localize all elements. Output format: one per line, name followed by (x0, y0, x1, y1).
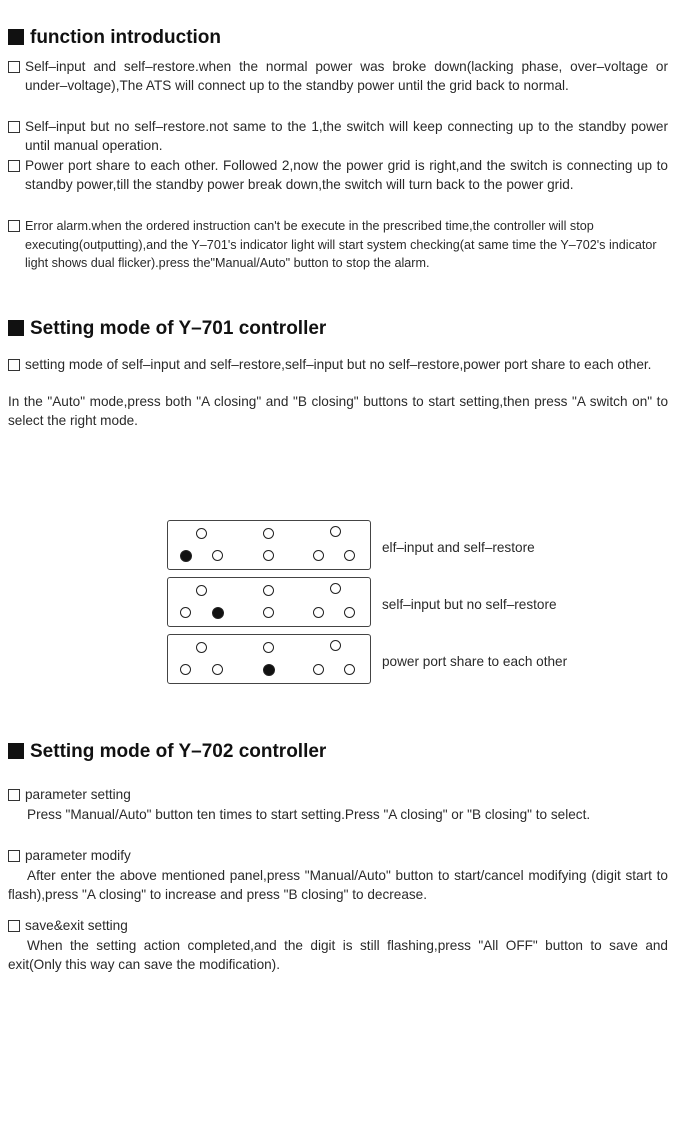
checkbox-square-icon (8, 850, 20, 862)
indicator-light-lit-icon (263, 664, 275, 676)
indicator-light-icon (180, 664, 191, 675)
list-item: setting mode of self–input and self–restore,self–input but no self–restore,power port share to each other. (8, 356, 668, 375)
section-heading-y701: Setting mode of Y–701 controller (8, 318, 326, 340)
black-square-icon (8, 743, 24, 759)
list-item: Self–input and self–restore.when the normal power was broke down(lacking phase, over–voltage or under–voltage),The ATS will connect up to the standby power until the grid back to normal. (8, 58, 668, 95)
indicator-light-lit-icon (180, 550, 192, 562)
setting-step-title: parameter setting (8, 786, 668, 805)
panel-label: self–input but no self–restore (382, 597, 557, 612)
indicator-light-icon (212, 664, 223, 675)
indicator-light-icon (196, 642, 207, 653)
setting-step-text: When the setting action completed,and the digit is still flashing,press "All OFF" button to save and exit(Only this way can save the modification). (8, 938, 668, 972)
black-square-icon (8, 320, 24, 336)
indicator-light-icon (263, 550, 274, 561)
section-heading-y702: Setting mode of Y–702 controller (8, 741, 326, 763)
setting-step-text: After enter the above mentioned panel,press "Manual/Auto" button to start/cancel modifying (digit start to flash),press "A closing" to increase and press "B closing" to decrease. (8, 868, 668, 902)
indicator-light-icon (180, 607, 191, 618)
checkbox-square-icon (8, 359, 20, 371)
indicator-panel (167, 520, 371, 570)
black-square-icon (8, 29, 24, 45)
setting-step-text: Press "Manual/Auto" button ten times to start setting.Press "A closing" or "B closing" to select. (27, 807, 591, 822)
checkbox-square-icon (8, 789, 20, 801)
setting-step-title: parameter modify (8, 847, 668, 866)
indicator-light-icon (330, 640, 341, 651)
mode-instruction-text: In the "Auto" mode,press both "A closing" and "B closing" buttons to start setting,then press "A switch on" to select the right mode. (8, 394, 668, 428)
section-heading-function-introduction: function introduction (8, 27, 221, 49)
indicator-light-icon (330, 583, 341, 594)
indicator-light-icon (263, 528, 274, 539)
panel-label: power port share to each other (382, 654, 568, 669)
indicator-light-icon (313, 607, 324, 618)
indicator-light-icon (344, 550, 355, 561)
checkbox-square-icon (8, 160, 20, 172)
indicator-light-icon (196, 528, 207, 539)
indicator-light-icon (344, 607, 355, 618)
indicator-panel (167, 634, 371, 684)
indicator-light-icon (313, 664, 324, 675)
indicator-light-icon (330, 526, 341, 537)
indicator-light-icon (212, 550, 223, 561)
indicator-light-icon (313, 550, 324, 561)
indicator-light-lit-icon (212, 607, 224, 619)
indicator-panel (167, 577, 371, 627)
checkbox-square-icon (8, 920, 20, 932)
list-item: Power port share to each other. Followed 2,now the power grid is right,and the switch is connecting up to standby power,till the standby power break down,the switch will turn back to the power grid. (8, 157, 668, 194)
panel-label: elf–input and self–restore (382, 540, 535, 555)
indicator-light-icon (344, 664, 355, 675)
list-item: Error alarm.when the ordered instruction can't be execute in the prescribed time,the controller will stop executing(outputting),and the Y–701's indicator light will start system checking(at same time the Y–702's indicator light shows dual flicker).press the"Manual/Auto" button to stop the alarm. (8, 217, 668, 273)
indicator-light-icon (263, 607, 274, 618)
checkbox-square-icon (8, 220, 20, 232)
indicator-light-icon (196, 585, 207, 596)
setting-step-title: save&exit setting (8, 917, 668, 936)
list-item: Self–input but no self–restore.not same to the 1,the switch will keep connecting up to the standby power until manual operation. (8, 118, 668, 155)
checkbox-square-icon (8, 61, 20, 73)
indicator-light-icon (263, 642, 274, 653)
checkbox-square-icon (8, 121, 20, 133)
indicator-light-icon (263, 585, 274, 596)
